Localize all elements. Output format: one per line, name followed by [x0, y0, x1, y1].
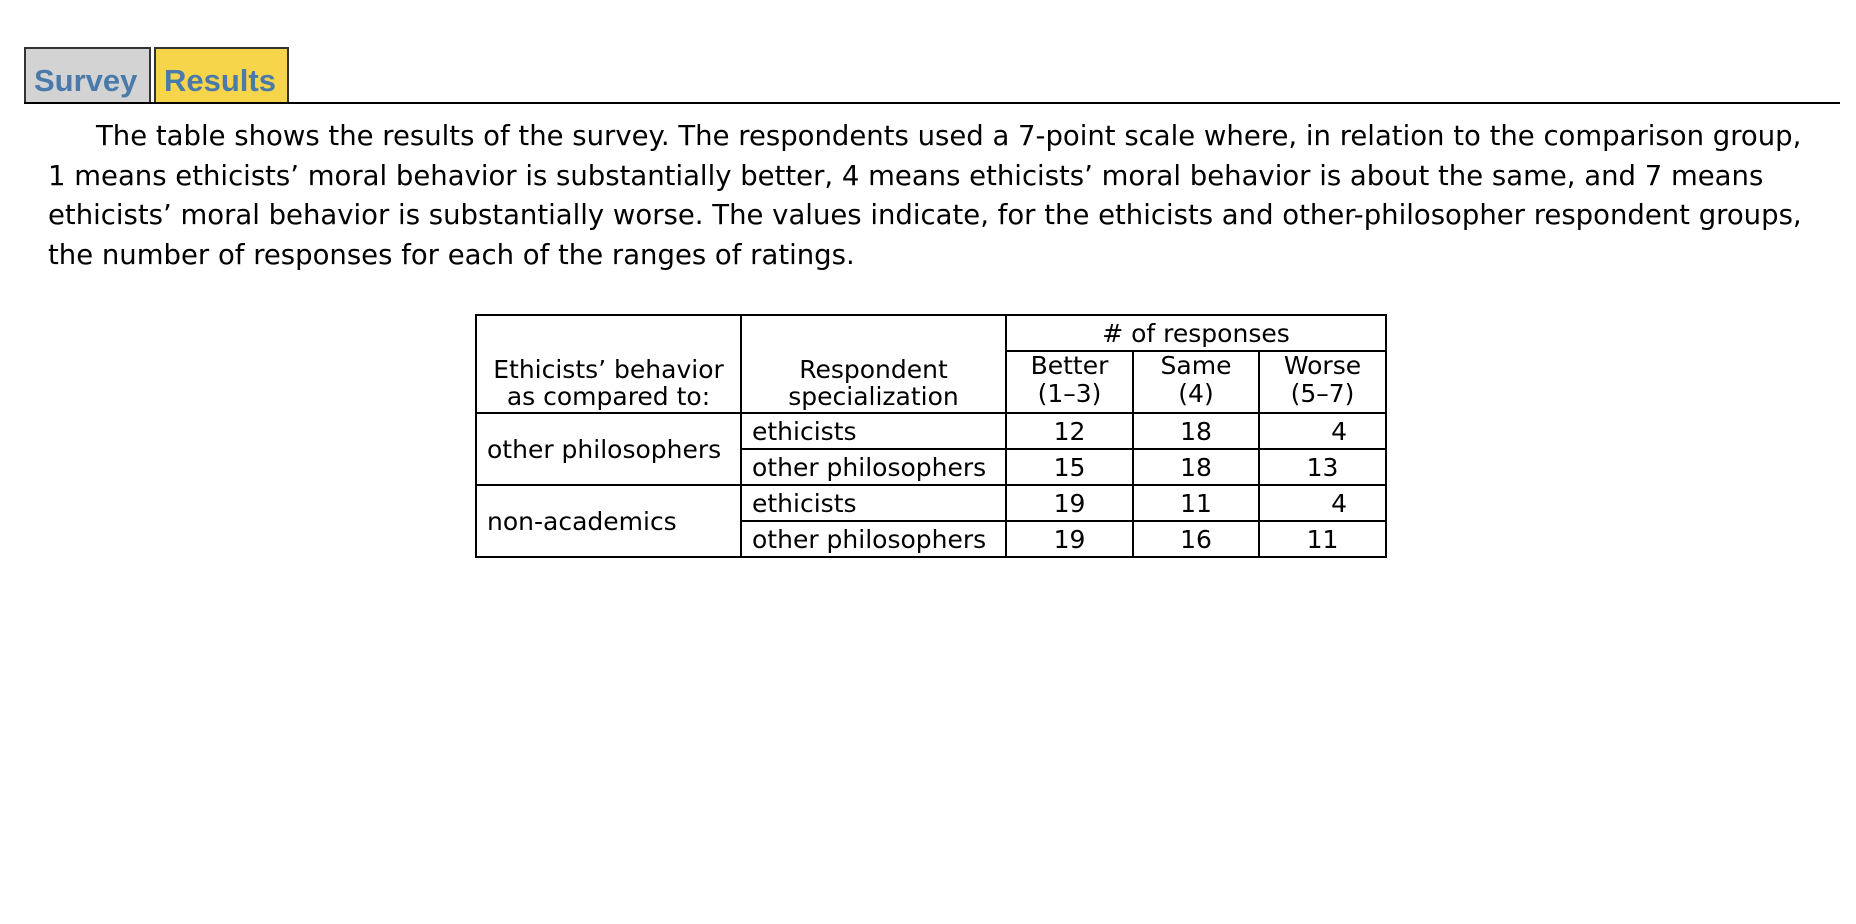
better-cell: 19	[1006, 485, 1133, 521]
header-same-line2: (4)	[1178, 379, 1214, 408]
header-worse-line2: (5–7)	[1290, 379, 1355, 408]
header-worse-line1: Worse	[1283, 351, 1362, 380]
same-cell: 16	[1133, 521, 1259, 557]
header-compared-line1: Ethicists’ behavior	[493, 355, 724, 384]
header-same	[1133, 351, 1259, 413]
tab-bar	[24, 47, 289, 102]
header-compared-to	[476, 315, 741, 413]
header-better-line1: Better	[1030, 351, 1109, 380]
compared-to-cell: non-academics	[476, 485, 741, 557]
worse-cell: 4	[1259, 485, 1386, 521]
table-row	[476, 413, 1386, 449]
specialization-cell: ethicists	[741, 485, 1006, 521]
header-specialization-line2: specialization	[788, 382, 959, 411]
table-row	[476, 485, 1386, 521]
header-specialization	[741, 315, 1006, 413]
results-table	[475, 314, 1387, 558]
same-cell: 18	[1133, 413, 1259, 449]
better-cell: 15	[1006, 449, 1133, 485]
header-specialization-line1: Respondent	[799, 355, 948, 384]
specialization-cell: other philosophers	[741, 521, 1006, 557]
header-responses: # of responses	[1006, 315, 1386, 351]
better-cell: 19	[1006, 521, 1133, 557]
same-cell: 11	[1133, 485, 1259, 521]
tab-divider	[24, 102, 1840, 104]
header-compared-line2: as compared to:	[506, 382, 711, 411]
header-worse	[1259, 351, 1386, 413]
specialization-cell: other philosophers	[741, 449, 1006, 485]
results-description: The table shows the results of the survey. The respondents used a 7-point scale where, in relation to the comparison group, 1 means ethicists’ moral behavior is substantially better, 4 means ethicists’ moral behavior is about the same, and 7 means ethicists’ moral behavior is substantially worse. The values indicate, for the ethicists and other-philosopher respondent groups, the number of responses for each of the ranges of ratings.	[48, 120, 1802, 271]
header-same-line1: Same	[1160, 351, 1232, 380]
tab-survey[interactable]: Survey	[24, 47, 151, 102]
compared-to-cell: other philosophers	[476, 413, 741, 485]
worse-cell: 4	[1259, 413, 1386, 449]
specialization-cell: ethicists	[741, 413, 1006, 449]
worse-cell: 11	[1259, 521, 1386, 557]
same-cell: 18	[1133, 449, 1259, 485]
header-better-line2: (1–3)	[1037, 379, 1102, 408]
worse-cell: 13	[1259, 449, 1386, 485]
better-cell: 12	[1006, 413, 1133, 449]
header-better	[1006, 351, 1133, 413]
tab-results[interactable]: Results	[154, 47, 289, 102]
